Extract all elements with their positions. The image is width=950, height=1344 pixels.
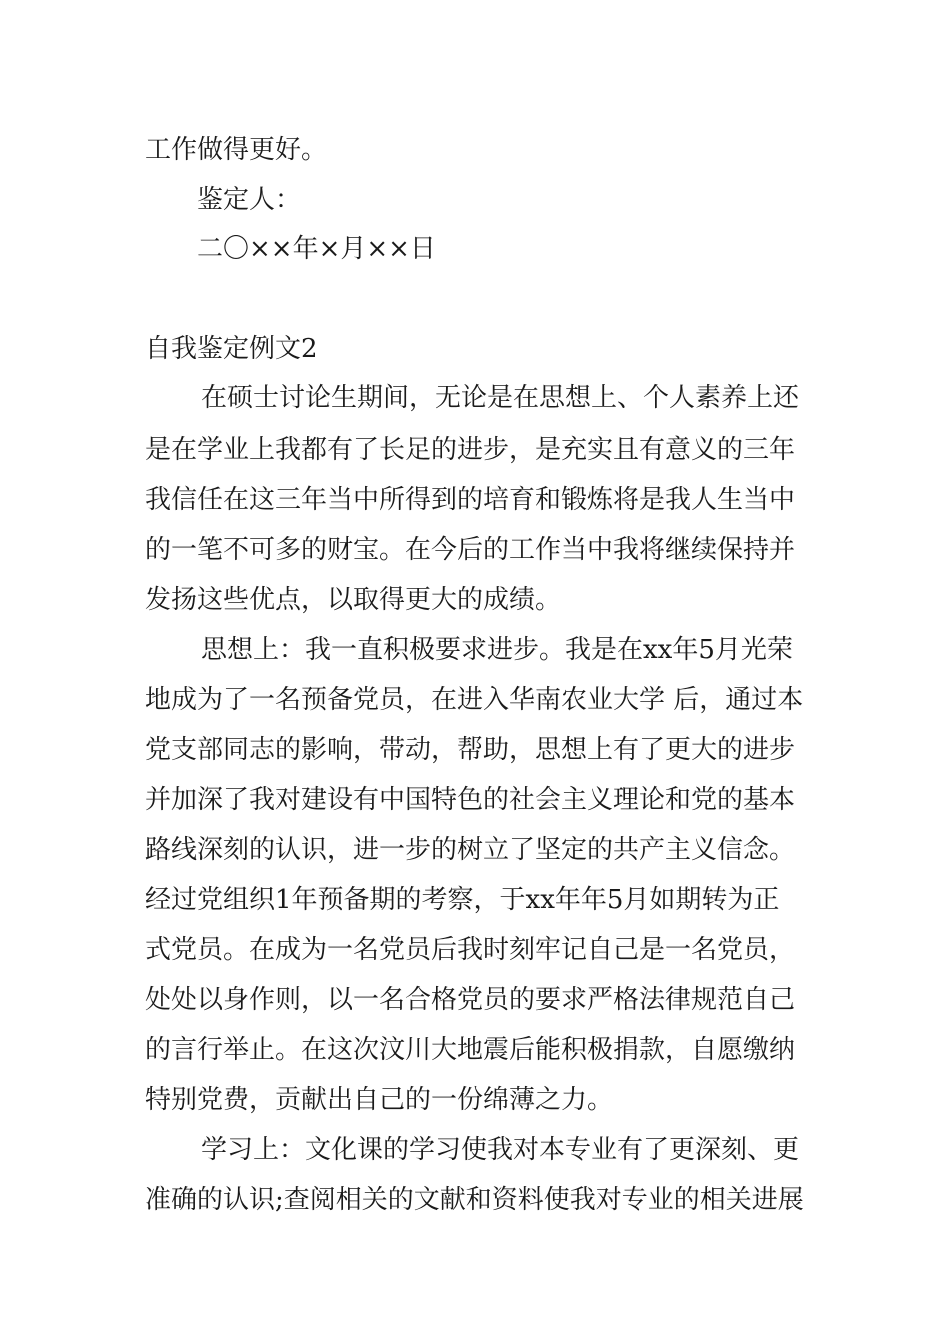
- date-line: 二〇××年×月××日: [197, 234, 436, 264]
- paragraph-line: 发扬这些优点，以取得更大的成绩。: [145, 585, 562, 615]
- paragraph-line: 经过党组织1年预备期的考察，于xx年年5月如期转为正: [145, 885, 780, 915]
- paragraph-line: 思想上：我一直积极要求进步。我是在xx年5月光荣: [201, 635, 793, 665]
- paragraph-line: 我信任在这三年当中所得到的培育和锻炼将是我人生当中: [145, 485, 796, 515]
- appraiser-label: 鉴定人：: [197, 185, 302, 215]
- paragraph-line: 准确的认识;查阅相关的文献和资料使我对专业的相关进展: [145, 1185, 804, 1215]
- paragraph-line: 路线深刻的认识，进一步的树立了坚定的共产主义信念。: [145, 835, 796, 865]
- paragraph-line: 式党员。在成为一名党员后我时刻牢记自己是一名党员，: [145, 935, 796, 965]
- paragraph-line: 的言行举止。在这次汶川大地震后能积极捐款，自愿缴纳: [145, 1035, 796, 1065]
- paragraph-line: 党支部同志的影响，带动，帮助，思想上有了更大的进步: [145, 735, 796, 765]
- paragraph-line: 学习上：文化课的学习使我对本专业有了更深刻、更: [201, 1135, 800, 1165]
- section-heading: 自我鉴定例文2: [145, 334, 318, 364]
- paragraph-line: 处处以身作则，以一名合格党员的要求严格法律规范自己: [145, 985, 796, 1015]
- paragraph-line: 的一笔不可多的财宝。在今后的工作当中我将继续保持并: [145, 535, 796, 565]
- paragraph-line: 在硕士讨论生期间，无论是在思想上、个人素养上还: [201, 383, 800, 413]
- paragraph-line: 特别党费，贡献出自己的一份绵薄之力。: [145, 1085, 614, 1115]
- paragraph-line: 地成为了一名预备党员，在进入华南农业大学 后，通过本: [145, 685, 804, 715]
- paragraph-line: 并加深了我对建设有中国特色的社会主义理论和党的基本: [145, 785, 796, 815]
- text-line: 工作做得更好。: [145, 135, 328, 165]
- paragraph-line: 是在学业上我都有了长足的进步，是充实且有意义的三年: [145, 435, 796, 465]
